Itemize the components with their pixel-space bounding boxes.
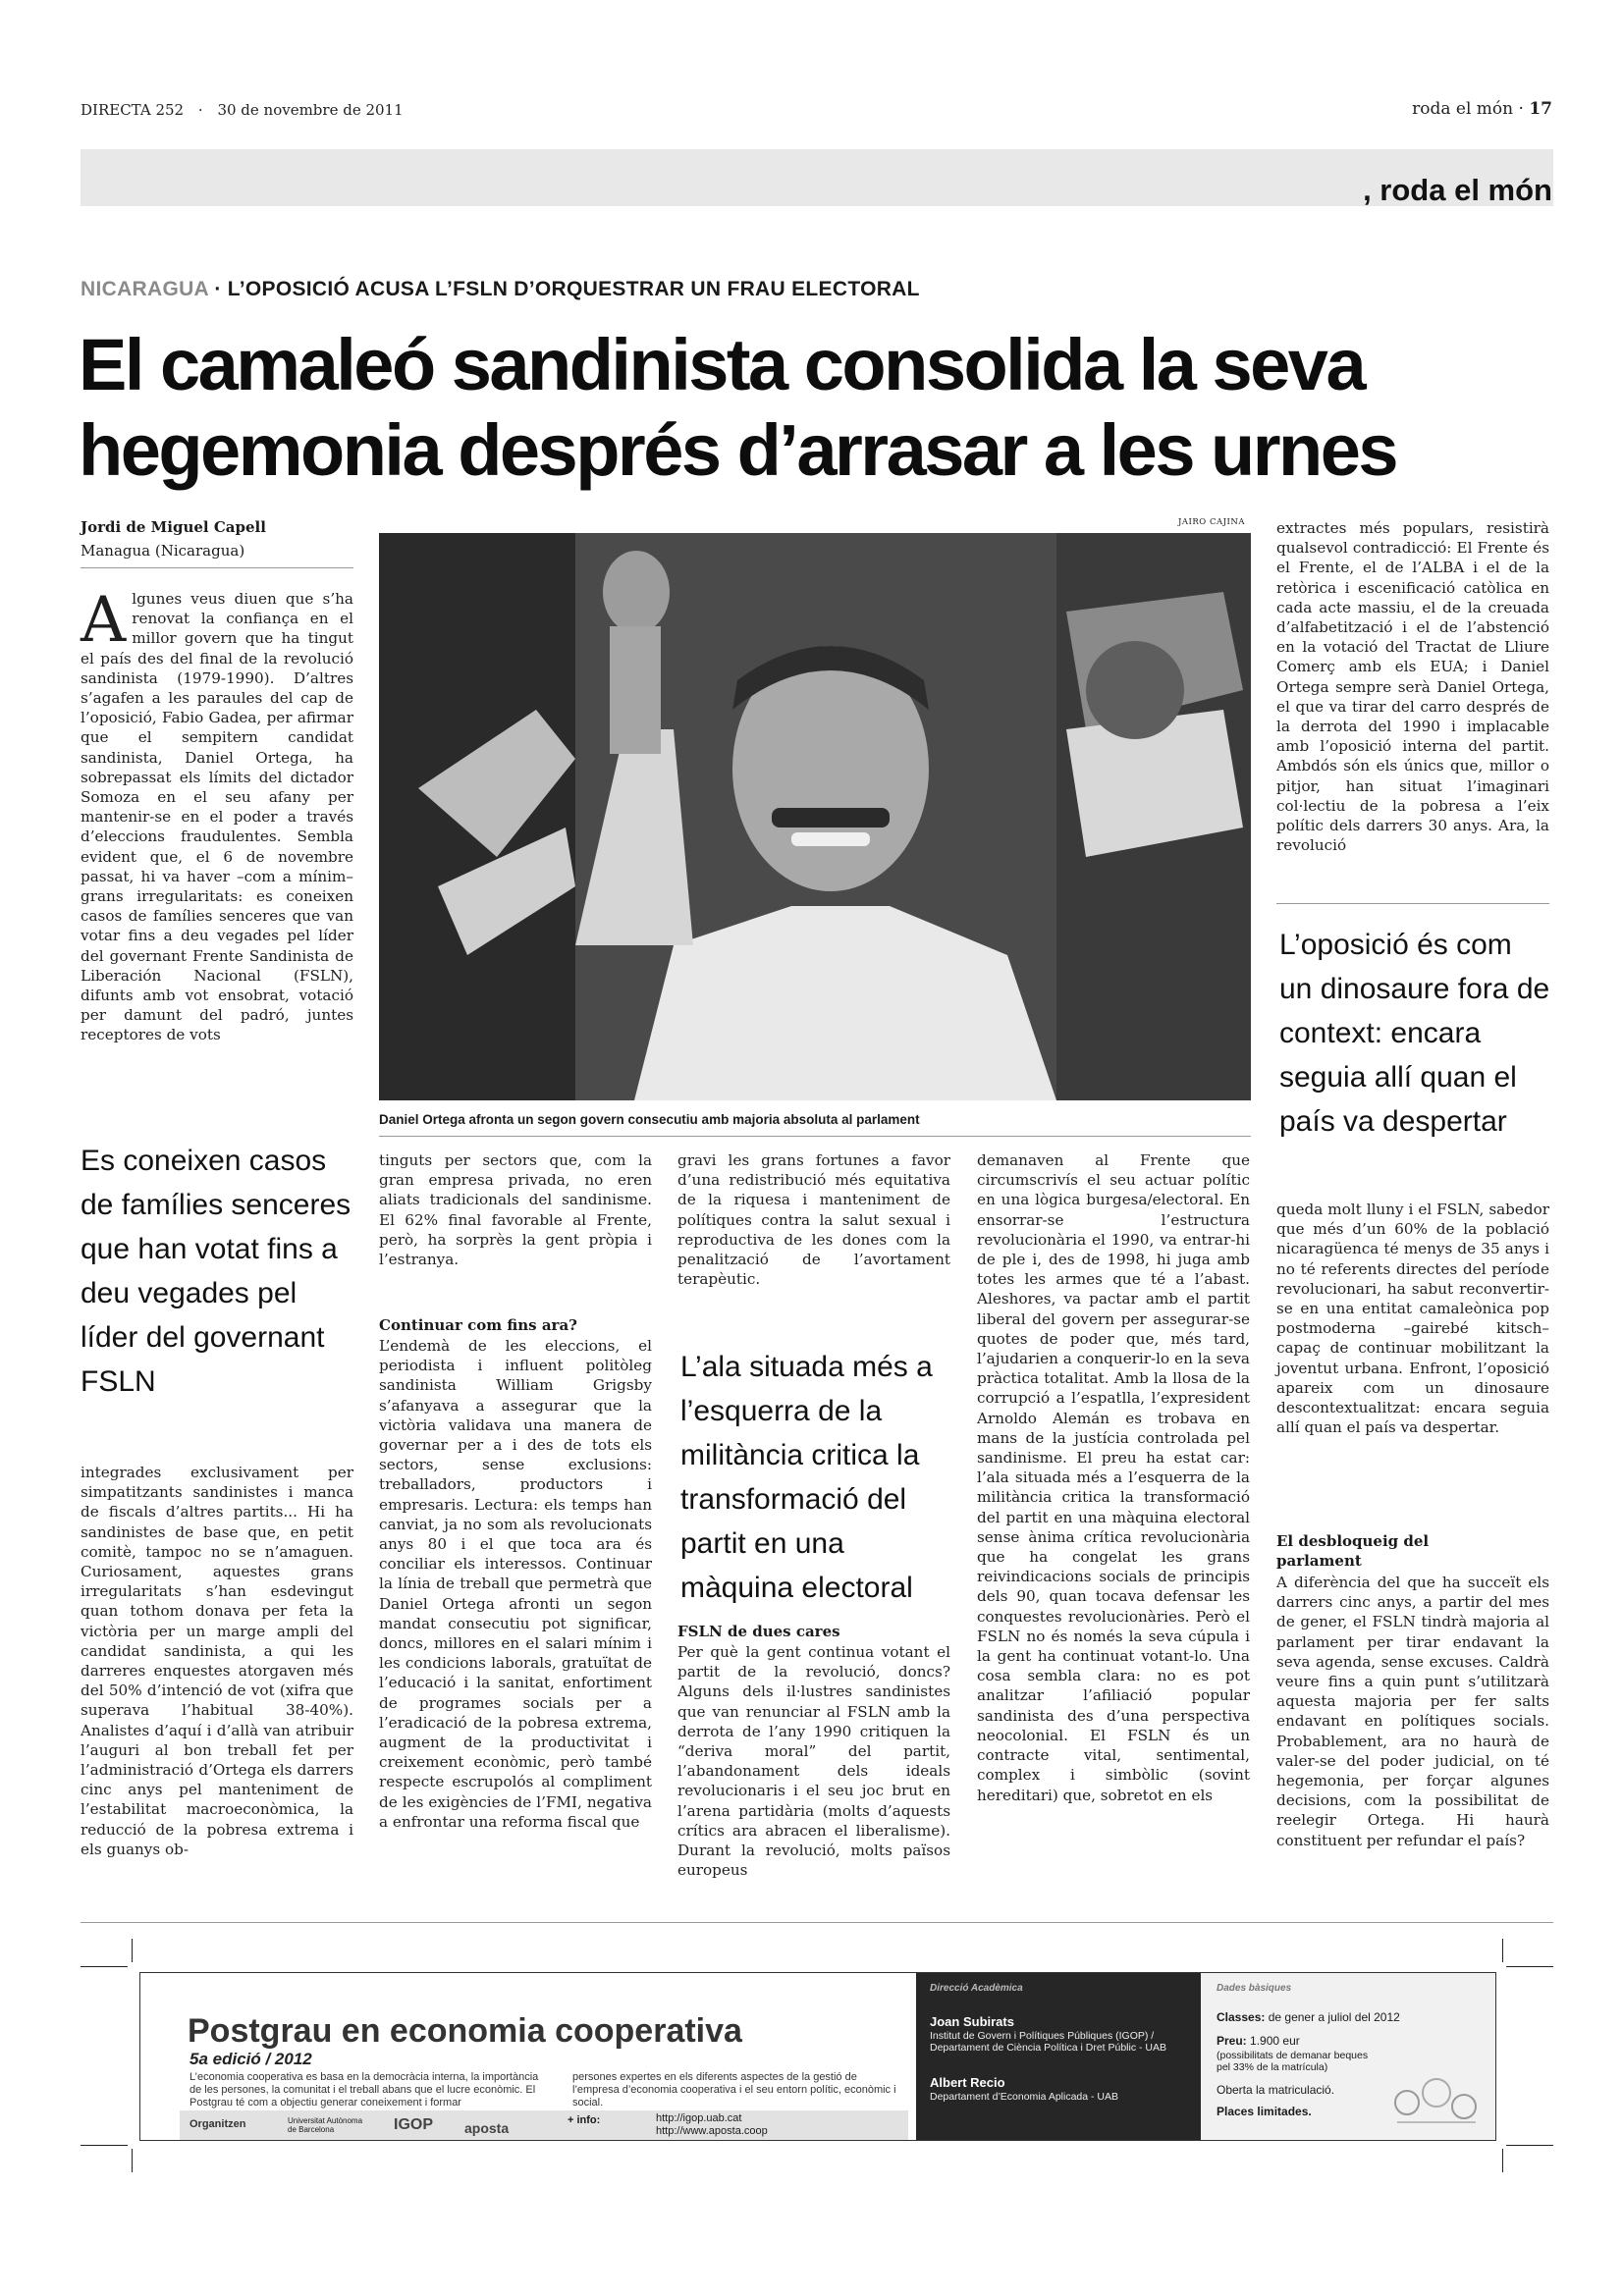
direction-label: Direcció Acadèmica [930,1983,1023,1994]
price-value: 1.900 eur [1250,2034,1300,2048]
section-name: roda el món [1412,99,1514,119]
price-label: Preu: [1217,2034,1247,2048]
column-5-middle: queda molt lluny i el FSLN, sabedor que més d’un 60% de la població nicaragüenca té menys de 35 anys i no té referents directes del període revolucionari, ha sabut reconvertir-se en una entitat camaleònica pop postmoderna –gairebé kitsch– capaç de continuar mobilitzant la joventut urbana. Enfront, l’oposició apareix com un dinosaure descontextualitzat: encara seguia allí quan el país va despertar. [1276,1201,1549,1437]
col5-rule [1276,903,1549,904]
column-2-top: tinguts per sectors que, com la gran empresa privada, no eren aliats tradicionals del sandinisme. El 62% final favorable al Frente, però, ha sorprès la gent pròpia i l’estranya. [379,1151,652,1269]
crop-mark [1506,2145,1553,2146]
column-5-bottom: A diferència del que ha succeït els darrers cinc anys, a partir del mes de gener, el FSLN tindrà majoria al parlament per tirar endavant la seva agenda, sense excuses. Caldrà veure fins a quin punt s’utilitzarà aquesta majoria per fer salts endavant en polítiques socials. Probablement, ara no haurà de valer-se del poder judicial, on té hegemonia, per forçar algunes decisions, com la possibilitat de reelegir Ortega. Hi haurà constituent per refundar el país? [1276,1574,1549,1849]
page-number: 17 [1529,99,1552,119]
headline [79,322,1571,493]
crop-mark [1506,1966,1553,1967]
column-2-body: L’endemà de les eleccions, el periodista i influent politòleg sandinista William Grigsby s’afanyava a assegurar que la victòria validava una manera de governar per a i des de tots els sectors, sense exclusions: treballadors, productors i empresaris. Lectura: els temps han canviat, ja no som als revolucionats anys 80 i el que toca ara és conciliar els interessos. Continuar la línia de treball que permetrà que Daniel Ortega afronti un segon mandat consecutiu pot significar, doncs, millores en el salari mínim i les condicions laborals, gratuïtat de l’educació i la sanitat, enfortiment de programes socials per a l’eradicació de la pobresa extrema, augment de la productivitat i creixement econòmic, però també respecte escrupolós al compliment de les exigències de l’FMI, negativa a enfrontar una reforma fiscal que [379,1337,652,1831]
lead-paragraph: lgunes veus diuen que s’ha renovat la confiança en el millor govern que ha tingut el país des del final de la revolució sandinista (1979-1990). D’altres s’agafen a les paraules del cap de l’oposició, Fabio Gadea, per afirmar que el sempitern candidat sandinista, Daniel Ortega, ha sobrepassat els límits del dictador Somoza en el seu afany per mantenir-se en el poder a través d’eleccions fraudulentes. Sembla evident que, el 6 de novembre passat, hi va haver –com a mínim– grans irregularitats: es coneixen casos de famílies senceres que van votar fins a deu vegades pel líder del governant Frente Sandinista de Liberación Nacional (FSLN), difunts amb vot ensobrat, votació per damunt del padró, juntes receptores de vots [81,590,353,1044]
ad-direction-panel [916,1973,1201,2140]
portrait-illustration [379,533,1251,1100]
column-3-top: gravi les grans fortunes a favor d’una redistribució més equitativa de la riquesa i manteniment de polítiques contra la salut sexual i reproductiva de les dones com la penalització de l’avortament terapèutic. [677,1151,950,1289]
crop-mark [81,1966,128,1967]
advertisement[interactable] [81,1939,1553,2172]
article-end-rule [81,1922,1553,1923]
director-1-role: Institut de Govern i Polítiques Públiques (IGOP) / Departament de Ciència Política i Dret Públic - UAB [930,2030,1167,2054]
ad-title: Postgrau en economia cooperativa [188,2012,742,2050]
organizers-label: Organitzen [189,2118,246,2130]
org-uab-logo: Universitat Autònoma de Barcelona [288,2116,363,2134]
enrollment-open: Oberta la matriculació. [1217,2083,1335,2097]
article-photo [379,533,1251,1100]
price-line [1217,2034,1300,2048]
column-5-top: extractes més populars, resistirà qualsevol contradicció: El Frente és el Frente, el de l’ALBA i el de la retòrica i escenificació catòlica en cada acte massiu, el de la creuada d’alfabetització i el de l’abstenció en la votació del Tractat de Lliure Comerç amb els EUA; i Daniel Ortega sempre serà Daniel Ortega, el que va tirar del carro després de la derrota del 1990 i implacable amb l’oposició interna del partit. Ambdós són els únics que, millor o pitjor, han situat l’imaginari col·lectiu de la pobresa a l’eix polític dels darrers 30 anys. Ara, la revolució [1276,519,1549,855]
pull-quote-3: L’oposició és com un dinosaure fora de context: encara seguia allí quan el país va despertar [1279,929,1550,1138]
byline-rule [81,567,353,568]
ad-frame [139,1972,1496,2141]
ad-url-igop[interactable]: http://igop.uab.cat [656,2112,742,2124]
director-1-name: Joan Subirats [930,2014,1014,2029]
places-limited: Places limitades. [1217,2105,1312,2118]
info-label: + info: [568,2114,601,2126]
page-header-right [1412,99,1552,119]
author: Jordi de Miguel Capell [81,518,266,536]
dropcap: A [81,584,127,657]
crop-mark [132,2149,133,2172]
classes-value: de gener a juliol del 2012 [1268,2010,1400,2024]
column-3-body: Per què la gent continua votant el partit de la revolució, doncs? Alguns dels il·lustres sandinistes que van renunciar al FSLN amb la derrota de l’any 1990 critiquen la “deriva moral” del partit, l’abandonament dels ideals revolucionaris i el seu joc brut en l’arena partidària (molts d’aquests crítics ara abracen el liberalisme). Durant la revolució, molts països europeus [677,1643,950,1880]
pull-quote-1: Es coneixen casos de famílies senceres que han votat fins a deu vegades pel líder del governant FSLN [81,1145,352,1398]
column-1-top [81,584,353,1045]
crop-mark [1502,1939,1503,1962]
org-igop-logo: IGOP [394,2116,434,2133]
ad-description-left: L’economia cooperativa es basa en la democràcia interna, la importància de les persones, la comunitat i el treball abans que el lucre econòmic. El Postgrau té com a objectiu generar coneixement i formar [189,2071,539,2109]
issue-number: DIRECTA 252 [81,101,185,119]
dateline-location: Managua (Nicaragua) [81,542,245,560]
header-separator: · [197,101,203,119]
crop-mark [132,1939,133,1962]
ad-links [656,2112,768,2138]
ad-description-right: persones expertes en els diferents aspectes de la gestió de l’empresa d’economia cooperativa i el seu entorn polític, econòmic i social. [572,2071,896,2109]
crop-mark [1502,2149,1503,2172]
classes-line [1217,2010,1400,2024]
photo-credit: JAIRO CAJINA [1178,517,1245,527]
org-aposta-logo: aposta [464,2120,510,2136]
headline-line-1: El camaleó sandinista consolida la seva [79,324,1365,405]
section-band [81,149,1553,206]
crop-mark [81,2145,128,2146]
subhead-desbloqueig: El desbloqueig del parlament [1276,1532,1430,1570]
pull-quote-2: L’ala situada més a l’esquerra de la militància critica la transformació del partit en una màquina electoral [680,1351,933,1604]
classes-label: Classes: [1217,2010,1266,2024]
kicker-text: · L’OPOSICIÓ ACUSA L’FSLN D’ORQUESTRAR UN FRAU ELECTORAL [208,278,920,300]
subhead-dues-cares: FSLN de dues cares [677,1623,840,1640]
column-1-bottom: integrades exclusivament per simpatitzants sandinistes i manca de fiscals d’altres partits... Hi ha sandinistes de base que, en petit comitè, tampoc no se n’amaguen. Curiosament, aquestes grans irregularitats s’han esdevingut quan tothom donava per feta la victòria per un marge ampli del candidat sandinista, a qui les darreres enquestes atorgaven més del 50% d’intenció de vot (xifra que superava l’habitual 38-40%). Analistes d’aquí i d’allà van atribuir l’auguri al bon treball fet per l’administració d’Ortega els darrers cinc anys pel manteniment de l’estabilitat macroeconòmica, la reducció de la pobresa extrema i els guanys ob- [81,1464,353,1858]
photo-caption: Daniel Ortega afronta un segon govern consecutiu amb majoria absoluta al parlament [379,1112,920,1127]
director-2-role: Departament d’Economia Aplicada - UAB [930,2091,1119,2103]
subhead-continuar: Continuar com fins ara? [379,1316,577,1334]
section-band-title: , roda el món [1363,173,1552,207]
caption-rule [379,1136,1251,1137]
column-4-body: demanaven al Frente que circumscrivís el seu actuar polític en una lògica burgesa/electoral. En ensorrar-se l’estructura revolucionària el 1990, va entrar-hi de ple i, des de 1998, hi juga amb totes les armes que té a l’abast. Aleshores, va pactar amb el partit liberal del govern per assegurar-se quotes de poder que, més tard, l’ajudarien a conquerir-lo en la seva pràctica totalitat. Amb la llosa de la corrupció a l’espatlla, l’expresident Arnoldo Alemán es trobava en mans de la justícia controlada pel sandinisme. El preu ha estat car: l’ala situada més a l’esquerra de la militància critica la transformació del partit en una màquina electoral sense ànima crítica revolucionària que ha congelat les grans reivindicacions socials de principis dels 90, quan tocava defensar les conquestes revolucionàries. Però el FSLN no és només la seva cúpula i la gent ha continuat votant-lo. Una cosa sembla clara: no es pot analitzar l’afiliació popular sandinista des d’una perspectiva neocolonial. El FSLN és un contracte vital, sentimental, complex i simbòlic (sovint hereditari) que, sobretot en els [977,1151,1250,1804]
kicker [81,278,920,301]
headline-line-2: hegemonia després d’arrasar a les urnes [79,409,1397,491]
price-note: (possibilitats de demanar beques pel 33% de la matrícula) [1217,2050,1369,2073]
ad-edition: 5a edició / 2012 [189,2050,312,2068]
ad-url-aposta[interactable]: http://www.aposta.coop [656,2125,768,2137]
hands-illustration-icon [1387,2063,1486,2132]
kicker-place: NICARAGUA [81,278,209,300]
ad-basics-panel [1201,1973,1495,2140]
basics-label: Dades bàsiques [1217,1983,1292,1994]
director-2-name: Albert Recio [930,2075,1005,2090]
issue-date: 30 de novembre de 2011 [217,101,404,119]
header-page-separator: · [1518,99,1524,119]
page-header-left [81,101,404,119]
